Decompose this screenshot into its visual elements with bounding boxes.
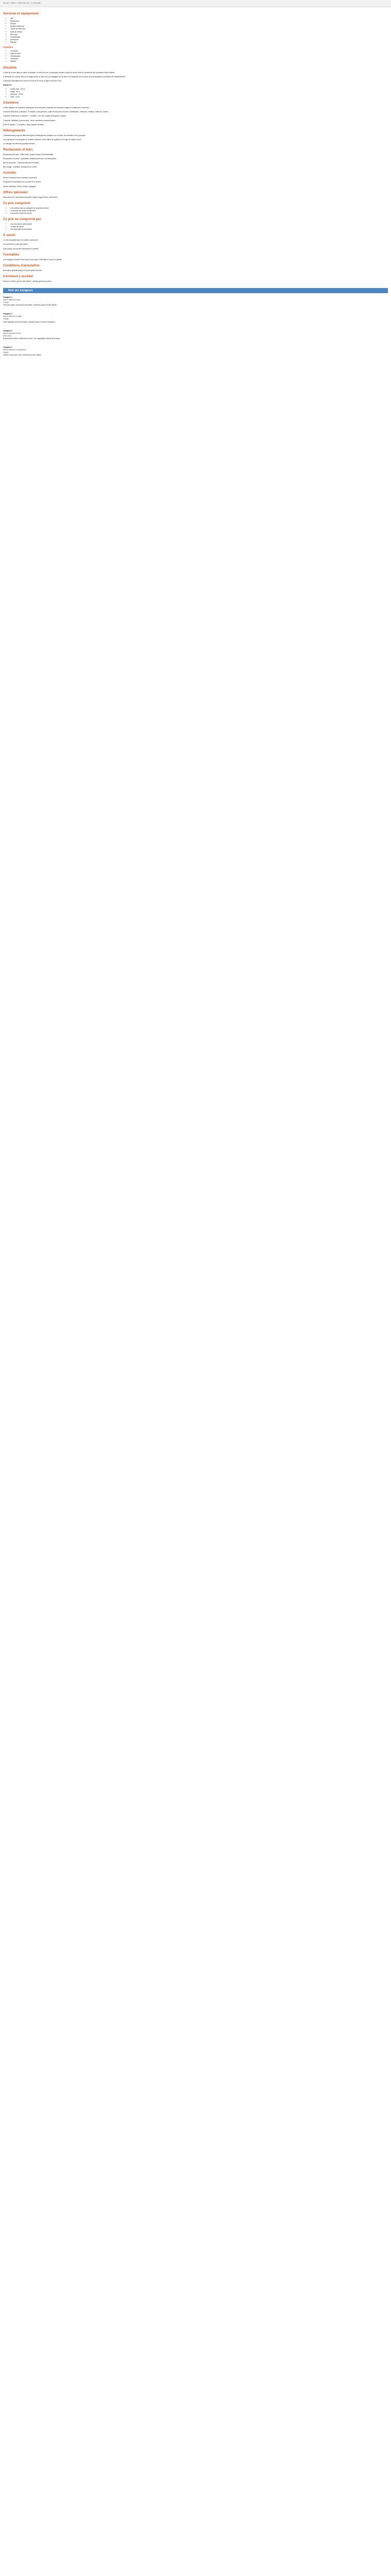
- list-item: • Centre de bien-être: [10, 28, 388, 30]
- hebergement-title: Hébergements: [3, 128, 25, 132]
- paragraph: Bar lounge : cocktails, animations en soirée.: [3, 166, 38, 168]
- review: [3, 330, 388, 340]
- paragraph: Il bénéficie d'un accès direct à la plage privée et offre une vue dégagée sur la baie. Les transports en commun sont accessibles à proximité de l'établissement.: [3, 75, 126, 78]
- document-body: [0, 7, 391, 374]
- paragraph: L'établissement propose différents types d'hébergement adaptés aux couples, aux familles et aux groupes.: [3, 134, 86, 137]
- paragraph: L'aéroport international se trouve à environ 20 km et la gare à environ 3 km.: [3, 79, 62, 82]
- paragraph: Annulation gratuite jusqu'à 30 jours avant l'arrivée.: [3, 269, 42, 272]
- review-text: Hôtel agréable pour les enfants, grande piscine et bonne animation.: [3, 320, 56, 323]
- paragraph: Réduction pour réservation anticipée, séjour longue durée, tarif enfant.: [3, 196, 58, 198]
- review-type: Couple: [3, 301, 9, 304]
- how-title: Comment y accéder: [3, 274, 34, 278]
- list-item: • Restaurant: [10, 20, 388, 23]
- list-item: • Ascenseur: [10, 39, 388, 41]
- paragraph: Accès en voiture par la route côtière ; parking gratuit sur place.: [3, 280, 52, 282]
- review-author: Voyageur 2: [3, 313, 13, 315]
- paragraph: L'hôtel se trouve dans un cadre verdoyant, en bord de mer, à quelques minutes à pied du centre-ville et à proximité des principaux sites d'intérêt.: [3, 71, 116, 74]
- list-item: • Aéroport : 20 km: [10, 93, 388, 96]
- list-item: • Salle de bain: [10, 53, 388, 55]
- list-item: • Plage : 50 m: [10, 91, 388, 93]
- paragraph: L'hôtel dispose de chambres spacieuses et lumineuses, réparties sur plusieurs étages et entièrement rénovées.: [3, 107, 90, 109]
- paragraph: Programme d'animations en journée et en soirée.: [3, 181, 42, 183]
- services-title: Services et équipement: [3, 12, 39, 16]
- paragraph: Chambre Supérieure (2 adultes + 1 enfant) : vue mer, espace plus grand, canapé.: [3, 115, 67, 117]
- list-item: • Minibar: [10, 60, 388, 63]
- review-date: Séjour effectué en juillet: [3, 315, 22, 318]
- paragraph: Restaurant principal : buffet varié, cuisine locale et internationale.: [3, 154, 54, 156]
- distances-list: [3, 88, 388, 98]
- review-type: Couple: [3, 351, 9, 354]
- list-item: • Parking: [10, 41, 388, 44]
- list-item: • La taxe de séjour: [10, 226, 388, 228]
- review-author: Voyageur 1: [3, 296, 13, 298]
- list-item: • Les excursions optionnelles: [10, 223, 388, 226]
- review-date: Séjour effectué en août: [3, 332, 22, 334]
- breadcrumb: Accueil > Hôtels > Hôtel Club Liki > Le descriptif: [0, 0, 391, 7]
- restaurants-title: Restaurants et bars: [3, 148, 33, 151]
- formality-title: Formalités: [3, 252, 20, 257]
- list-item: • La formule de repas mentionnée: [10, 210, 388, 212]
- room-title: Chambre: [3, 46, 13, 49]
- included-title: Ce prix comprend: [3, 201, 30, 205]
- footer-space: [3, 363, 388, 374]
- list-item: • Salle de fitness: [10, 31, 388, 33]
- paragraph: Le wifi est gratuit dans les parties communes.: [3, 239, 39, 242]
- not-included-list: [3, 223, 388, 231]
- review-text: Très bon séjour, personnel accueillant, chambre propre et bien située.: [3, 304, 57, 307]
- activities-title: Activités: [3, 171, 17, 175]
- review: [3, 313, 388, 323]
- review-date: Séjour effectué en septembre: [3, 349, 26, 351]
- list-item: • Gare : 3 km: [10, 96, 388, 98]
- paragraph: Chambre Standard (2 adultes) : lit double ou lits jumeaux, salle de bain avec douche, climatisation, télévision, minibar, coffre-fort, balcon.: [3, 111, 109, 113]
- paragraph: Les animaux ne sont pas admis.: [3, 243, 28, 246]
- list-item: • Piscine: [10, 23, 388, 25]
- list-item: • Les dépenses personnelles: [10, 228, 388, 231]
- info-title: À savoir: [3, 233, 16, 238]
- paragraph: Bar de la piscine : boissons fraîches et snacks.: [3, 162, 40, 164]
- not-included-title: Ce prix ne comprend pas: [3, 217, 41, 222]
- paragraph: Restaurant à la carte : spécialités méditerranéennes, sur réservation.: [3, 158, 57, 160]
- list-item: • Wifi: [10, 18, 388, 20]
- conditions-title: Conditions d'annulation: [3, 263, 40, 267]
- rooms-title: Chambres: [3, 101, 19, 105]
- review: [3, 296, 388, 307]
- list-item: • Les nuitées dans la catégorie de chambre choisie: [10, 207, 388, 210]
- paragraph: Sports nautiques, tennis, fitness, aquagym.: [3, 185, 37, 188]
- review-text: Calme et reposant, nous reviendrons avec plaisir.: [3, 354, 42, 357]
- list-item: • Les taxes et frais de service: [10, 212, 388, 215]
- list-item: • Lit double: [10, 50, 388, 53]
- paragraph: Suite (2 adultes + 2 enfants) : salon séparé, terrasse.: [3, 123, 44, 126]
- paragraph: Chambre Familiale (4 personnes) : deux chambres communicantes.: [3, 119, 56, 122]
- list-item: • Climatisation: [10, 36, 388, 39]
- options-title: Offres spéciales: [3, 190, 28, 194]
- review-type: Entre amis: [3, 334, 12, 337]
- included-list: [3, 207, 388, 215]
- reviews-header: Note des voyageurs: [3, 288, 388, 293]
- paragraph: Les logements sont équipés de mobilier moderne, d'une literie de qualité et de linge de maison fourni.: [3, 138, 82, 141]
- services-list: [3, 18, 388, 44]
- review: [3, 346, 388, 357]
- paragraph: Distances :: [3, 83, 13, 86]
- situation-title: Situation: [3, 65, 17, 70]
- paragraph: Le ménage est effectué quotidiennement.: [3, 142, 36, 145]
- list-item: • Centre-ville : 800 m: [10, 88, 388, 91]
- paragraph: Les voyageurs doivent être munis d'une pièce d'identité en cours de validité.: [3, 258, 62, 261]
- review-date: Séjour effectué en juin: [3, 298, 21, 301]
- paragraph: Une caution pourra être demandée à l'arrivée.: [3, 247, 39, 250]
- list-item: • Mini-club: [10, 33, 388, 36]
- list-item: • Télévision: [10, 58, 388, 60]
- review-type: Famille: [3, 318, 9, 320]
- room-list: [3, 50, 388, 63]
- review-author: Voyageur 3: [3, 329, 13, 332]
- list-item: • Piscine extérieure: [10, 25, 388, 28]
- paragraph: Piscine extérieure avec transats et parasols.: [3, 177, 38, 179]
- review-author: Voyageur 4: [3, 346, 13, 348]
- review-text: Emplacement idéal, restaurant correct, vue magnifique depuis la terrasse.: [3, 337, 60, 340]
- list-item: • Climatisation: [10, 55, 388, 58]
